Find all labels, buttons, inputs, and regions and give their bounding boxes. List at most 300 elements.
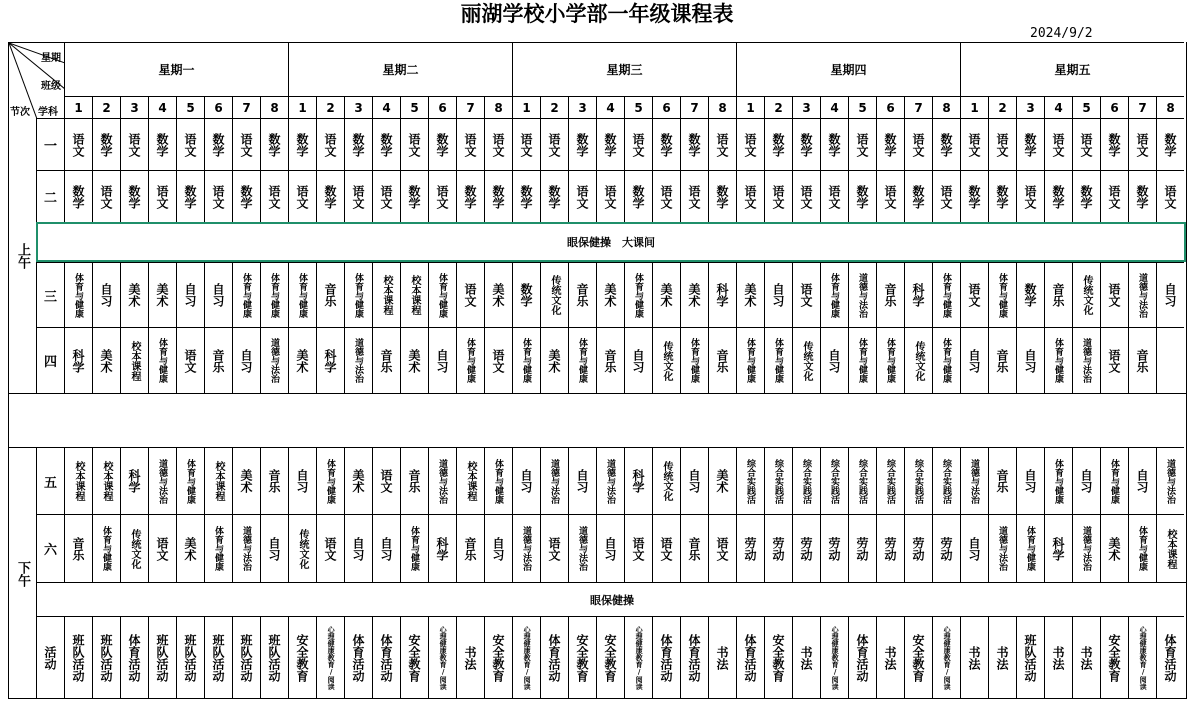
class-number: 7 <box>904 96 932 118</box>
course-cell: 科学 <box>64 327 92 393</box>
course-cell: 美术 <box>120 262 148 327</box>
course-cell: 数学 <box>988 170 1016 222</box>
corner-star-label: 星期 <box>41 53 61 64</box>
course-cell: 道德与法治 <box>232 514 260 582</box>
class-number: 1 <box>288 96 316 118</box>
day-header: 星期二 <box>288 42 512 96</box>
course-cell: 音乐 <box>372 327 400 393</box>
course-cell: 科学 <box>1044 514 1072 582</box>
course-cell: 语文 <box>204 170 232 222</box>
course-cell: 班队活动 <box>92 616 120 699</box>
class-number: 2 <box>92 96 120 118</box>
class-number: 7 <box>232 96 260 118</box>
course-cell: 数学 <box>148 118 176 170</box>
course-cell: 道德与法治 <box>596 447 624 514</box>
class-number: 3 <box>568 96 596 118</box>
period-label: 六 <box>36 514 64 582</box>
course-cell: 校本课程 <box>400 262 428 327</box>
course-cell: 道德与法治 <box>848 262 876 327</box>
course-cell: 语文 <box>1016 170 1044 222</box>
course-cell: 体育与健康 <box>204 514 232 582</box>
course-cell: 语文 <box>680 170 708 222</box>
day-header: 星期五 <box>960 42 1184 96</box>
course-cell: 心理健康教育/阅读 <box>428 616 456 699</box>
course-cell: 班队活动 <box>260 616 288 699</box>
course-cell: 语文 <box>92 170 120 222</box>
course-cell: 美术 <box>232 447 260 514</box>
course-cell: 语文 <box>932 170 960 222</box>
course-cell: 语文 <box>708 514 736 582</box>
course-cell: 综合实践活 <box>736 447 764 514</box>
course-cell: 体育与健康 <box>1044 447 1072 514</box>
course-cell: 语文 <box>624 514 652 582</box>
corner-period-label: 节次 <box>10 107 30 118</box>
course-cell: 音乐 <box>1128 327 1156 393</box>
course-cell: 数学 <box>708 170 736 222</box>
course-cell: 数学 <box>1016 118 1044 170</box>
date-label: 2024/9/2 <box>1030 26 1093 41</box>
class-number: 4 <box>148 96 176 118</box>
course-cell: 班队活动 <box>232 616 260 699</box>
course-cell: 语文 <box>372 447 400 514</box>
period-label: 二 <box>36 170 64 222</box>
course-cell: 体育与健康 <box>512 327 540 393</box>
course-cell: 语文 <box>1156 170 1184 222</box>
course-cell: 安全教育 <box>904 616 932 699</box>
course-cell: 语文 <box>232 118 260 170</box>
course-cell: 语文 <box>652 170 680 222</box>
course-cell: 语文 <box>540 514 568 582</box>
course-cell: 语文 <box>484 327 512 393</box>
course-cell: 体育与健康 <box>288 262 316 327</box>
course-cell: 传统文化 <box>792 327 820 393</box>
class-number: 1 <box>960 96 988 118</box>
course-cell: 道德与法治 <box>260 327 288 393</box>
class-number: 4 <box>820 96 848 118</box>
course-cell: 体育与健康 <box>764 327 792 393</box>
course-cell: 综合实践活 <box>764 447 792 514</box>
course-cell: 安全教育 <box>568 616 596 699</box>
course-cell: 体育与健康 <box>176 447 204 514</box>
course-cell: 美术 <box>344 447 372 514</box>
course-cell: 音乐 <box>568 262 596 327</box>
course-cell: 综合实践活 <box>820 447 848 514</box>
course-cell: 安全教育 <box>596 616 624 699</box>
course-cell: 综合实践活 <box>792 447 820 514</box>
course-cell: 劳动 <box>764 514 792 582</box>
course-cell: 道德与法治 <box>960 447 988 514</box>
course-cell: 班队活动 <box>176 616 204 699</box>
course-cell: 自习 <box>1016 327 1044 393</box>
class-number: 1 <box>512 96 540 118</box>
course-cell: 美术 <box>652 262 680 327</box>
course-cell: 体育与健康 <box>428 262 456 327</box>
course-cell: 音乐 <box>988 447 1016 514</box>
course-cell: 校本课程 <box>92 447 120 514</box>
course-cell: 体育与健康 <box>848 327 876 393</box>
course-cell: 自习 <box>820 327 848 393</box>
course-cell: 劳动 <box>792 514 820 582</box>
course-cell: 班队活动 <box>64 616 92 699</box>
course-cell: 体育活动 <box>540 616 568 699</box>
course-cell: 美术 <box>596 262 624 327</box>
class-number: 7 <box>1128 96 1156 118</box>
period-label: 三 <box>36 262 64 327</box>
class-number: 2 <box>988 96 1016 118</box>
course-cell: 体育与健康 <box>932 327 960 393</box>
day-header: 星期一 <box>64 42 288 96</box>
class-number: 6 <box>204 96 232 118</box>
course-cell: 数学 <box>316 170 344 222</box>
course-cell: 语文 <box>792 262 820 327</box>
course-cell: 体育与健康 <box>1128 514 1156 582</box>
course-cell: 语文 <box>1100 262 1128 327</box>
course-cell: 美术 <box>288 327 316 393</box>
corner-subject-label: 学科 <box>38 107 58 118</box>
course-cell: 数学 <box>372 118 400 170</box>
course-cell: 语文 <box>736 170 764 222</box>
course-cell: 体育活动 <box>680 616 708 699</box>
class-number: 7 <box>456 96 484 118</box>
class-number: 1 <box>736 96 764 118</box>
course-cell: 数学 <box>568 118 596 170</box>
course-cell: 自习 <box>624 327 652 393</box>
course-cell: 体育与健康 <box>456 327 484 393</box>
course-cell: 数学 <box>1044 170 1072 222</box>
course-cell: 音乐 <box>316 262 344 327</box>
course-cell: 传统文化 <box>652 447 680 514</box>
course-cell: 数学 <box>764 118 792 170</box>
blank-corner-row <box>8 118 36 119</box>
course-cell: 数学 <box>484 170 512 222</box>
course-cell: 体育与健康 <box>64 262 92 327</box>
course-cell: 自习 <box>484 514 512 582</box>
course-cell: 心理健康教育/阅读 <box>512 616 540 699</box>
course-cell: 语文 <box>540 118 568 170</box>
course-cell: 道德与法治 <box>1156 447 1184 514</box>
course-cell: 音乐 <box>680 514 708 582</box>
day-header: 星期三 <box>512 42 736 96</box>
course-cell: 自习 <box>960 514 988 582</box>
course-cell: 校本课程 <box>204 447 232 514</box>
course-cell: 自习 <box>512 447 540 514</box>
course-cell: 体育与健康 <box>316 447 344 514</box>
course-cell: 语文 <box>288 170 316 222</box>
course-cell: 语文 <box>1128 118 1156 170</box>
course-cell: 劳动 <box>848 514 876 582</box>
class-number: 2 <box>540 96 568 118</box>
course-cell: 数学 <box>260 118 288 170</box>
course-cell: 体育活动 <box>652 616 680 699</box>
course-cell: 道德与法治 <box>540 447 568 514</box>
course-cell: 体育与健康 <box>680 327 708 393</box>
course-cell: 数学 <box>1072 170 1100 222</box>
day-header: 星期四 <box>736 42 960 96</box>
eye-exercise-text: 眼保健操 <box>590 593 634 607</box>
course-cell: 语文 <box>988 118 1016 170</box>
course-cell: 数学 <box>232 170 260 222</box>
midday-gap-row <box>8 393 1187 447</box>
course-cell: 自习 <box>372 514 400 582</box>
class-number: 3 <box>792 96 820 118</box>
course-cell: 劳动 <box>736 514 764 582</box>
course-cell: 自习 <box>232 327 260 393</box>
course-cell: 语文 <box>1044 118 1072 170</box>
course-cell: 数学 <box>288 118 316 170</box>
course-cell: 音乐 <box>596 327 624 393</box>
course-cell: 道德与法治 <box>568 514 596 582</box>
course-cell: 体育与健康 <box>232 262 260 327</box>
course-cell: 体育与健康 <box>344 262 372 327</box>
course-cell: 校本课程 <box>64 447 92 514</box>
course-cell: 语文 <box>316 514 344 582</box>
course-cell: 体育与健康 <box>148 327 176 393</box>
course-cell: 音乐 <box>988 327 1016 393</box>
course-cell: 美术 <box>92 327 120 393</box>
course-cell: 书法 <box>876 616 904 699</box>
course-cell: 数学 <box>596 118 624 170</box>
course-cell: 语文 <box>596 170 624 222</box>
course-cell: 语文 <box>764 170 792 222</box>
morning-label: 上午 <box>8 118 36 393</box>
course-cell: 传统文化 <box>288 514 316 582</box>
course-cell: 体育与健康 <box>932 262 960 327</box>
eye-exercise-row <box>36 582 1187 616</box>
course-cell: 数学 <box>1128 170 1156 222</box>
course-cell: 自习 <box>1156 262 1184 327</box>
course-cell: 自习 <box>92 262 120 327</box>
course-cell: 语文 <box>456 118 484 170</box>
course-cell: 自习 <box>1128 447 1156 514</box>
class-number: 6 <box>652 96 680 118</box>
course-cell: 安全教育 <box>288 616 316 699</box>
course-cell: 自习 <box>568 447 596 514</box>
corner-class-label: 班级 <box>41 81 61 92</box>
grid-right-border <box>1186 42 1187 699</box>
course-cell: 校本课程 <box>120 327 148 393</box>
class-number: 5 <box>1072 96 1100 118</box>
course-cell: 书法 <box>456 616 484 699</box>
course-cell: 数学 <box>820 118 848 170</box>
course-cell: 综合实践活 <box>932 447 960 514</box>
course-cell: 体育与健康 <box>484 447 512 514</box>
course-cell: 科学 <box>428 514 456 582</box>
course-cell: 语文 <box>652 514 680 582</box>
class-number: 8 <box>708 96 736 118</box>
course-cell: 语文 <box>176 118 204 170</box>
course-cell: 自习 <box>176 262 204 327</box>
course-cell: 自习 <box>960 327 988 393</box>
class-number: 1 <box>64 96 92 118</box>
course-cell: 自习 <box>428 327 456 393</box>
course-cell: 科学 <box>904 262 932 327</box>
course-cell: 体育与健康 <box>876 327 904 393</box>
course-cell: 心理健康教育/阅读 <box>624 616 652 699</box>
course-cell: 语文 <box>820 170 848 222</box>
course-cell: 体育与健康 <box>400 514 428 582</box>
course-cell: 数学 <box>1156 118 1184 170</box>
course-cell: 音乐 <box>204 327 232 393</box>
course-cell: 语文 <box>148 514 176 582</box>
class-number: 3 <box>1016 96 1044 118</box>
course-cell: 道德与法治 <box>988 514 1016 582</box>
course-cell: 语文 <box>456 262 484 327</box>
course-cell: 语文 <box>428 170 456 222</box>
course-cell: 体育与健康 <box>260 262 288 327</box>
class-number: 6 <box>1100 96 1128 118</box>
course-cell: 语文 <box>568 170 596 222</box>
course-cell: 科学 <box>624 447 652 514</box>
course-cell: 语文 <box>792 170 820 222</box>
course-cell: 体育与健康 <box>624 262 652 327</box>
course-cell: 体育与健康 <box>1100 447 1128 514</box>
class-number: 5 <box>400 96 428 118</box>
class-number: 5 <box>176 96 204 118</box>
course-cell: 劳动 <box>876 514 904 582</box>
course-cell: 数学 <box>652 118 680 170</box>
course-cell: 音乐 <box>456 514 484 582</box>
class-number: 2 <box>764 96 792 118</box>
eye-exercise-break-row <box>36 222 1186 262</box>
course-cell: 劳动 <box>904 514 932 582</box>
course-cell-empty <box>1156 327 1184 393</box>
course-cell: 语文 <box>120 118 148 170</box>
course-cell: 体育与健康 <box>1016 514 1044 582</box>
course-cell: 语文 <box>484 118 512 170</box>
course-cell: 体育与健康 <box>568 327 596 393</box>
course-cell: 美术 <box>400 327 428 393</box>
course-cell: 语文 <box>624 118 652 170</box>
course-cell: 班队活动 <box>204 616 232 699</box>
course-cell: 音乐 <box>708 327 736 393</box>
course-cell: 体育活动 <box>1156 616 1184 699</box>
course-cell: 安全教育 <box>764 616 792 699</box>
course-cell: 自习 <box>204 262 232 327</box>
course-cell: 音乐 <box>876 262 904 327</box>
course-cell: 道德与法治 <box>148 447 176 514</box>
course-cell: 美术 <box>708 447 736 514</box>
course-cell: 道德与法治 <box>1128 262 1156 327</box>
course-cell: 美术 <box>484 262 512 327</box>
course-cell: 语文 <box>708 118 736 170</box>
course-cell: 语文 <box>848 118 876 170</box>
course-cell: 语文 <box>344 170 372 222</box>
course-cell: 心理健康教育/阅读 <box>820 616 848 699</box>
course-cell: 语文 <box>372 170 400 222</box>
course-cell: 道德与法治 <box>1072 327 1100 393</box>
class-number: 6 <box>428 96 456 118</box>
class-number: 3 <box>344 96 372 118</box>
course-cell: 道德与法治 <box>512 514 540 582</box>
class-number: 5 <box>848 96 876 118</box>
course-cell: 数学 <box>540 170 568 222</box>
course-cell: 劳动 <box>932 514 960 582</box>
course-cell: 校本课程 <box>372 262 400 327</box>
course-cell: 心理健康教育/阅读 <box>932 616 960 699</box>
course-cell: 安全教育 <box>1100 616 1128 699</box>
course-cell: 自习 <box>596 514 624 582</box>
class-number: 8 <box>484 96 512 118</box>
course-cell: 数学 <box>120 170 148 222</box>
class-number: 2 <box>316 96 344 118</box>
corner-header <box>8 42 64 118</box>
course-cell: 体育与健康 <box>988 262 1016 327</box>
course-cell: 体育活动 <box>120 616 148 699</box>
course-cell: 心理健康教育/阅读 <box>316 616 344 699</box>
course-cell: 书法 <box>792 616 820 699</box>
course-cell: 音乐 <box>64 514 92 582</box>
course-cell: 美术 <box>176 514 204 582</box>
course-cell: 传统文化 <box>540 262 568 327</box>
course-cell: 数学 <box>904 170 932 222</box>
course-cell: 语文 <box>148 170 176 222</box>
class-number: 8 <box>932 96 960 118</box>
course-cell: 班队活动 <box>1016 616 1044 699</box>
course-cell: 传统文化 <box>652 327 680 393</box>
course-cell: 安全教育 <box>484 616 512 699</box>
course-cell: 语文 <box>1100 170 1128 222</box>
course-cell: 体育活动 <box>848 616 876 699</box>
course-cell: 自习 <box>1016 447 1044 514</box>
course-cell: 音乐 <box>1044 262 1072 327</box>
course-cell: 自习 <box>260 514 288 582</box>
course-cell: 传统文化 <box>120 514 148 582</box>
course-cell: 音乐 <box>400 447 428 514</box>
course-cell: 数学 <box>512 262 540 327</box>
course-cell: 安全教育 <box>400 616 428 699</box>
course-cell: 数学 <box>792 118 820 170</box>
course-cell: 数学 <box>848 170 876 222</box>
course-cell: 音乐 <box>260 447 288 514</box>
course-cell: 劳动 <box>820 514 848 582</box>
course-cell: 综合实践活 <box>876 447 904 514</box>
course-cell: 校本课程 <box>456 447 484 514</box>
class-number: 7 <box>680 96 708 118</box>
course-cell: 综合实践活 <box>904 447 932 514</box>
course-cell: 书法 <box>988 616 1016 699</box>
course-cell: 数学 <box>876 118 904 170</box>
course-cell: 自习 <box>764 262 792 327</box>
course-cell: 自习 <box>680 447 708 514</box>
course-cell: 道德与法治 <box>344 327 372 393</box>
course-cell: 自习 <box>288 447 316 514</box>
course-cell: 道德与法治 <box>1072 514 1100 582</box>
course-cell: 体育活动 <box>372 616 400 699</box>
eye-exercise-break-text: 眼保健操 大课间 <box>567 236 655 249</box>
course-cell: 校本课程 <box>1156 514 1184 582</box>
course-cell: 语文 <box>400 118 428 170</box>
course-cell: 语文 <box>1100 327 1128 393</box>
course-cell: 数学 <box>428 118 456 170</box>
course-cell: 语文 <box>736 118 764 170</box>
course-cell: 美术 <box>148 262 176 327</box>
afternoon-label: 下午 <box>8 447 36 699</box>
course-cell: 科学 <box>316 327 344 393</box>
course-cell: 数学 <box>64 170 92 222</box>
course-cell: 数学 <box>176 170 204 222</box>
course-cell: 数学 <box>624 170 652 222</box>
course-cell: 数学 <box>92 118 120 170</box>
course-cell: 自习 <box>344 514 372 582</box>
course-cell: 语文 <box>64 118 92 170</box>
course-cell: 语文 <box>176 327 204 393</box>
course-cell: 数学 <box>456 170 484 222</box>
course-cell: 数学 <box>344 118 372 170</box>
course-cell: 数学 <box>400 170 428 222</box>
class-number: 5 <box>624 96 652 118</box>
course-cell: 语文 <box>316 118 344 170</box>
class-number: 4 <box>1044 96 1072 118</box>
